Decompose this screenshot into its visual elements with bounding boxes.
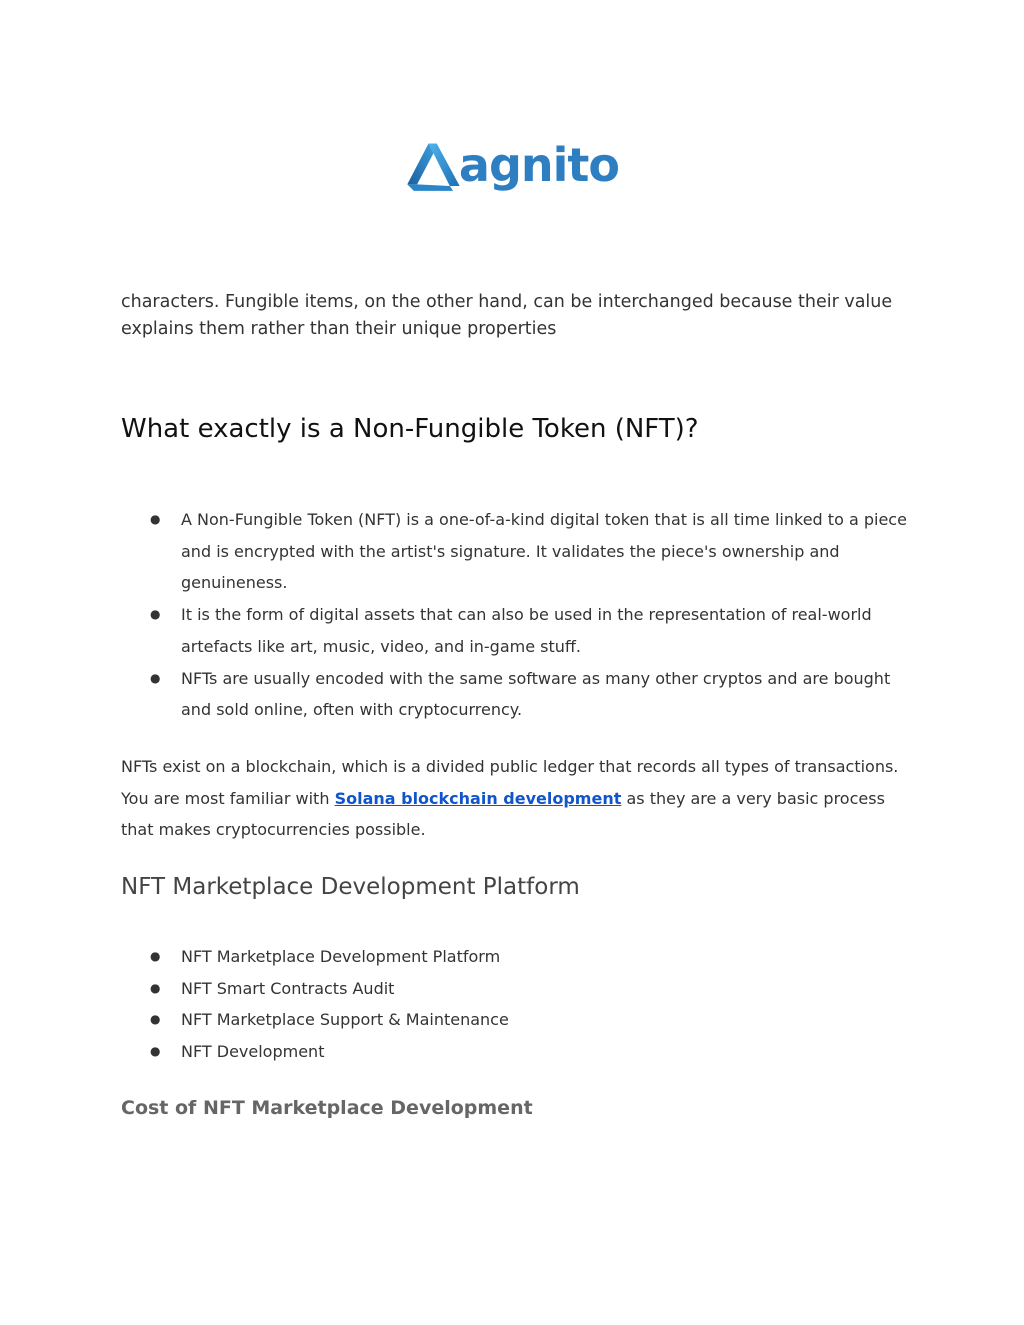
agnito-logo: [404, 132, 619, 204]
list-item: [121, 504, 921, 599]
paragraph-text-after: as they are a very basic process that makes cryptocurrencies possible.: [121, 788, 885, 840]
agnito-triangle-logo-icon: [404, 132, 463, 204]
bullet-icon: ●: [150, 607, 161, 622]
bullet-icon: ●: [150, 1044, 161, 1059]
list-item: [121, 941, 921, 973]
list-item: [121, 663, 921, 726]
platform-bullet-list: [121, 941, 921, 1068]
list-item-text: NFT Smart Contracts Audit: [181, 978, 395, 998]
list-item-text: NFT Marketplace Support & Maintenance: [181, 1010, 509, 1030]
blockchain-paragraph: [121, 751, 911, 846]
list-item: [121, 599, 921, 662]
platform-heading: NFT Marketplace Development Platform: [121, 874, 580, 900]
list-item-text: A Non-Fungible Token (NFT) is a one-of-a-kind digital token that is all time linked to a piece and is encrypted with the artist's signature. It validates the piece's ownership and genuineness.: [181, 510, 907, 593]
list-item-text: NFT Marketplace Development Platform: [181, 947, 501, 966]
logo-wordmark: agnito: [458, 138, 619, 192]
list-item-text: It is the form of digital assets that can also be used in the representation of real-world artefacts like art, music, video, and in-game stuff.: [181, 605, 872, 656]
bullet-icon: ●: [150, 1012, 161, 1027]
list-item: [121, 973, 921, 1005]
bullet-icon: ●: [150, 512, 161, 526]
nft-bullet-list: [121, 504, 921, 726]
list-item: [121, 1004, 921, 1036]
solana-blockchain-link[interactable]: Solana blockchain development: [334, 788, 622, 808]
bullet-icon: ●: [150, 670, 161, 685]
list-item-text: NFT Development: [181, 1042, 325, 1062]
cost-heading: Cost of NFT Marketplace Development: [121, 1097, 533, 1119]
bullet-icon: ●: [150, 949, 161, 963]
list-item-text: NFTs are usually encoded with the same software as many other cryptos and are bought and sold online, often with cryptocurrency.: [181, 668, 891, 720]
list-item: [121, 1036, 921, 1068]
nft-heading: What exactly is a Non-Fungible Token (NFT)?: [121, 414, 699, 444]
intro-paragraph: characters. Fungible items, on the other hand, can be interchanged because their value explains them rather than their unique properties: [121, 292, 893, 339]
paragraph-text-before: NFTs exist on a blockchain, which is a divided public ledger that records all types of transactions. You are most familiar with: [121, 757, 899, 808]
bullet-icon: ●: [150, 980, 161, 995]
